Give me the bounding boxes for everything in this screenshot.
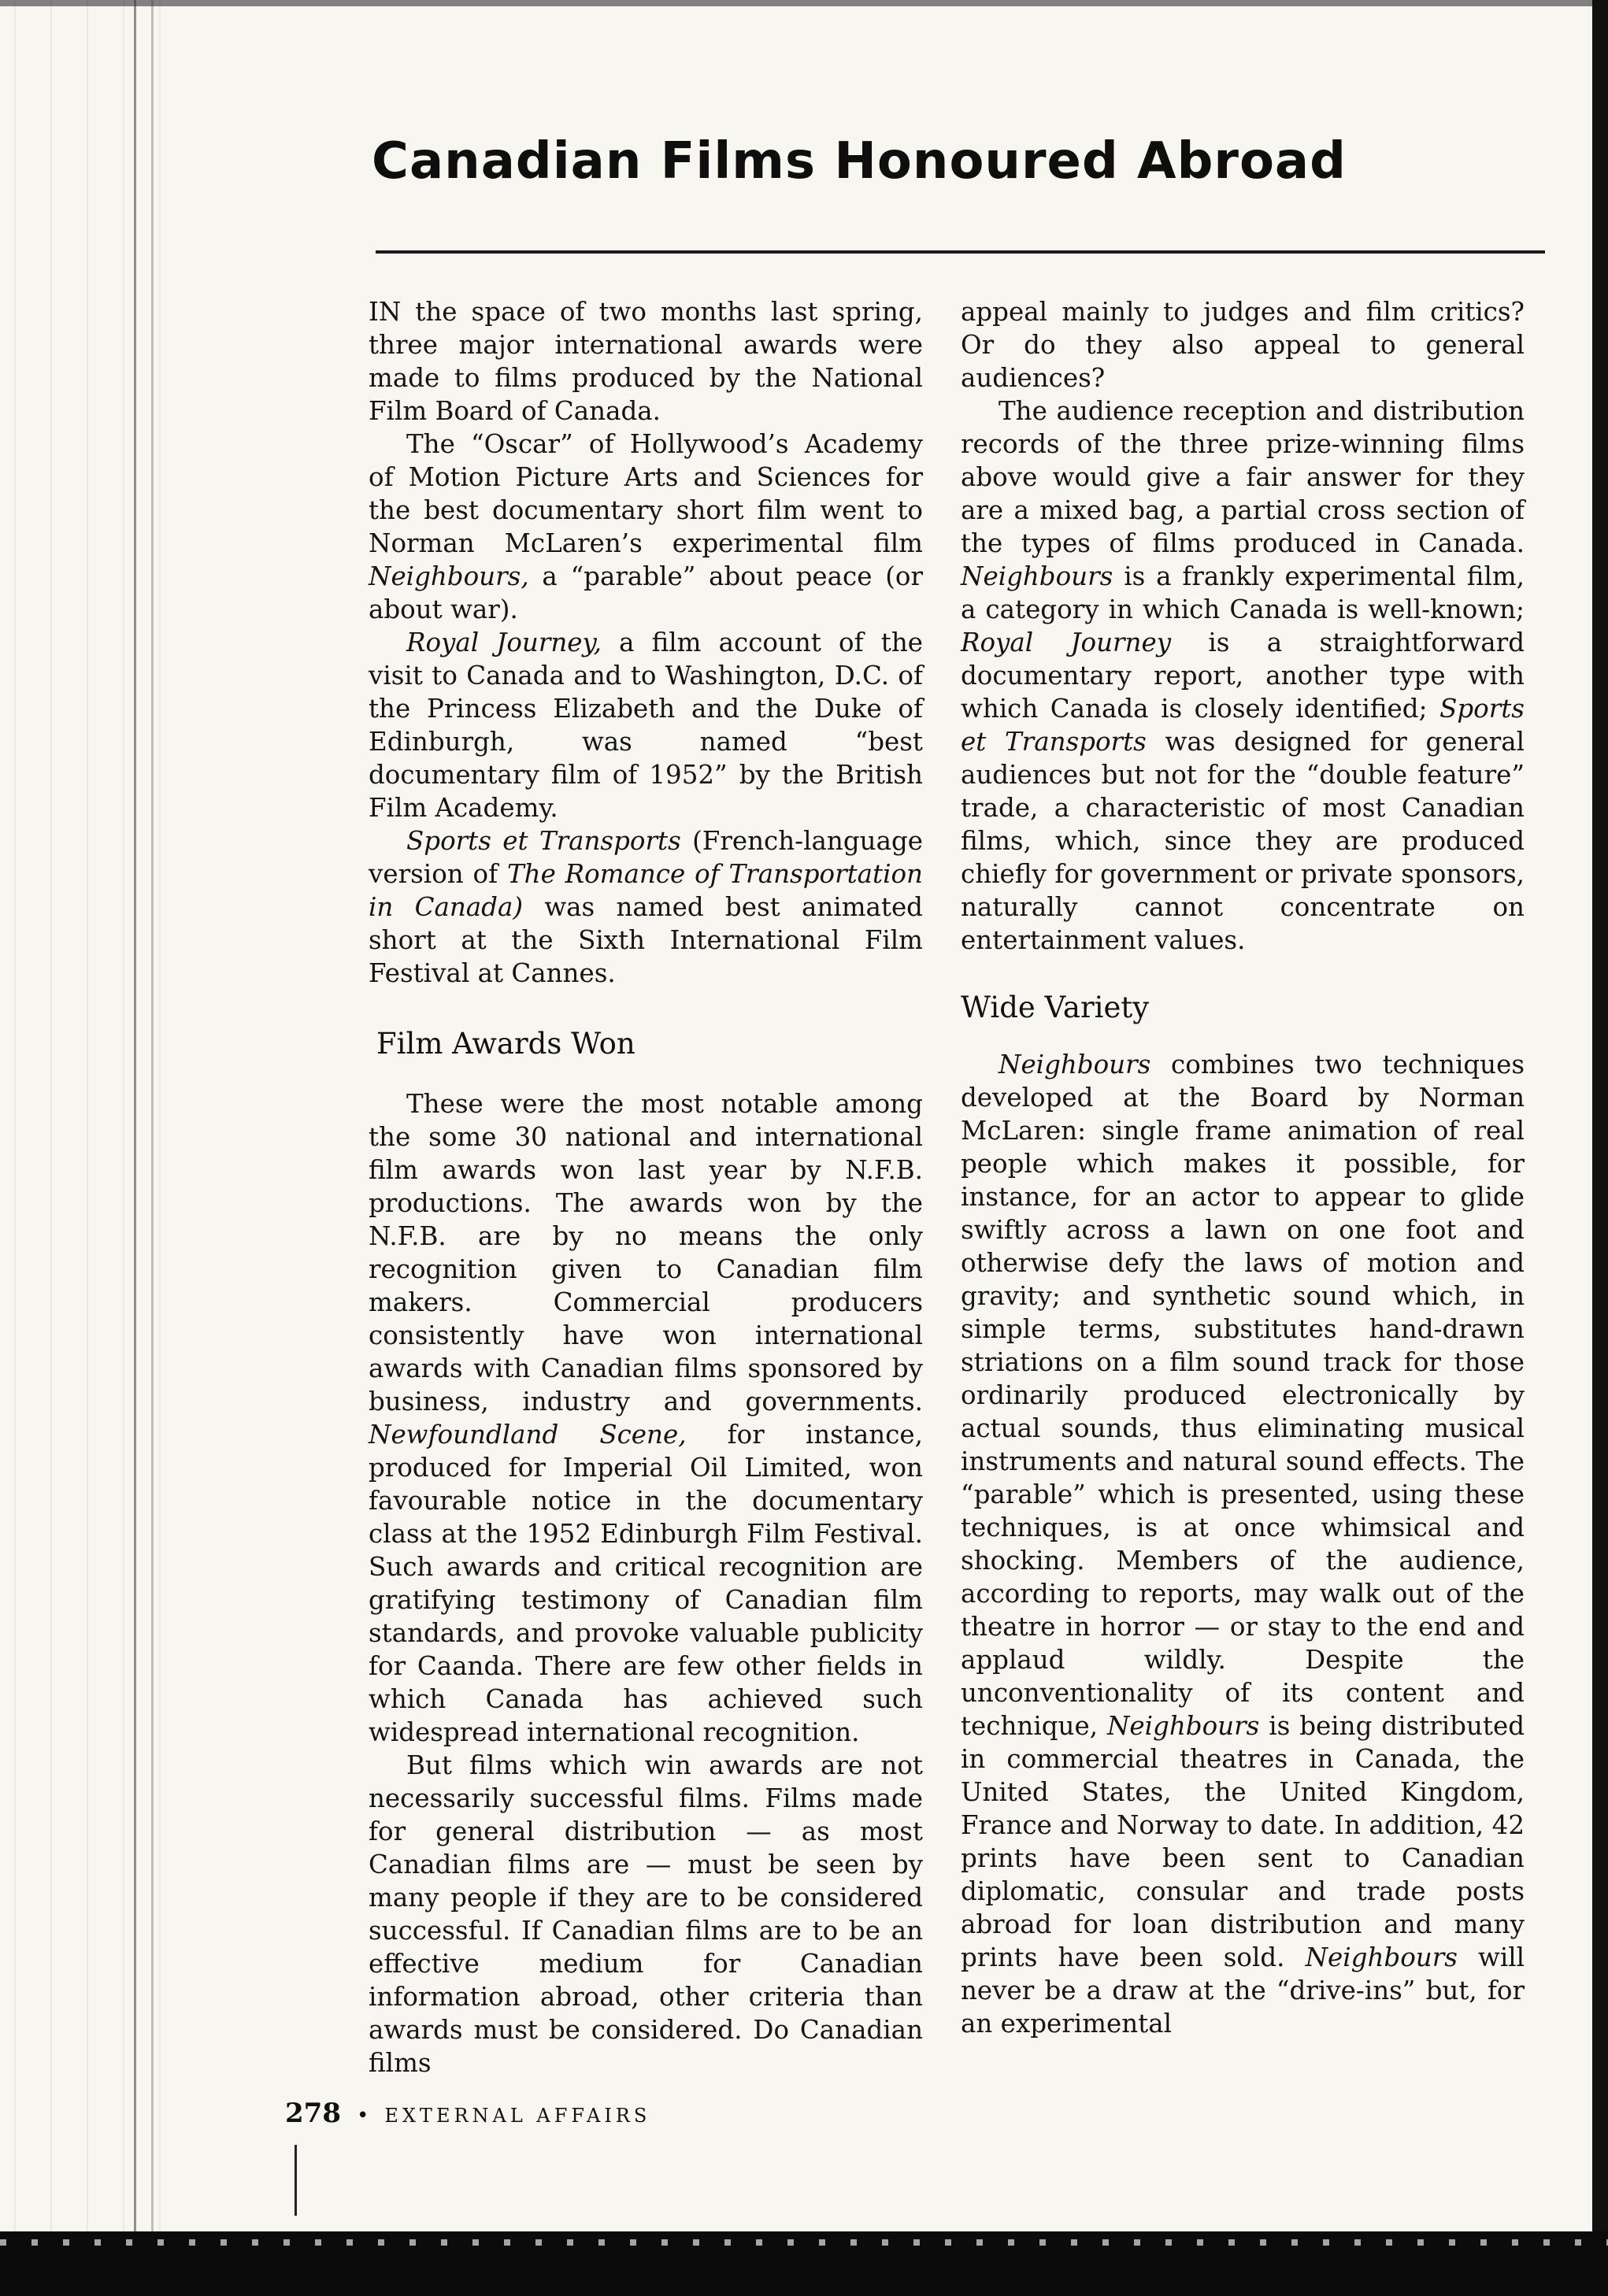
text-run: The audience reception and distribution records of the three prize-winning films above would give a fair answer for they are a mixed bag, a partial cross section of the types of films produced in Canada. <box>961 396 1525 558</box>
text-run: is a frankly experimental film, a category in which Canada is well-known; <box>961 561 1525 624</box>
paragraph <box>369 824 923 990</box>
text-run: a film account of the visit to Canada and to Washington, D.C. of the Princess Elizabeth and the Duke of Edinburgh, was named “best documentary film of 1952” by the British Film Academy. <box>369 628 923 823</box>
italic-title-run: Royal Journey, <box>406 628 602 657</box>
right-intro-paragraphs <box>961 295 1525 957</box>
scan-binding-shadow <box>0 0 189 2296</box>
scan-binding-line <box>134 0 136 2296</box>
right-column <box>961 295 1525 2040</box>
paragraph <box>369 428 923 626</box>
text-run: The “Oscar” of Hollywood’s Academy of Motion Picture Arts and Sciences for the best documentary short film went to Norman McLaren’s experimental film <box>369 429 923 558</box>
text-run: is being distributed in commercial theatres in Canada, the United States, the United Kingdom, France and Norway to date. In addition, 42 prints have been sent to Canadian diplomatic, consular and trade posts abroad for loan distribution and many prints have been sold. <box>961 1711 1525 1972</box>
italic-title-run: Sports et Transports <box>406 826 681 856</box>
paragraph <box>369 295 923 428</box>
paragraph <box>961 394 1525 957</box>
italic-title-run: Neighbours <box>999 1050 1151 1079</box>
page-number: 278 <box>285 2098 341 2129</box>
paragraph <box>961 1048 1525 2040</box>
scan-top-edge <box>0 0 1608 6</box>
text-run: is a straightforward documentary report, another type with which Canada is closely identified; <box>961 628 1525 724</box>
text-run: will never be a draw at the “drive-ins” but, for an experimental <box>961 1942 1525 2039</box>
paragraph <box>369 626 923 824</box>
italic-title-run: Neighbours <box>1106 1711 1260 1741</box>
right-body-paragraphs <box>961 1048 1525 2040</box>
text-run: was named best animated short at the Sixth International Film Festival at Cannes. <box>369 892 923 988</box>
italic-title-run: Royal Journey <box>961 628 1172 657</box>
italic-title-run: Sports et Transports <box>961 694 1525 757</box>
footer-bullet: • <box>356 2104 369 2128</box>
paragraph <box>369 1749 923 2079</box>
scan-mark <box>295 2145 297 2216</box>
left-intro-paragraphs <box>369 295 923 990</box>
scan-right-edge <box>1592 0 1608 2296</box>
article-title: Canadian Films Honoured Abroad <box>372 132 1347 191</box>
scan-binding-line <box>151 0 154 2296</box>
text-run: But films which win awards are not necessarily successful films. Films made for general distribution — as most Canadian films are — must be seen by many people if they are to be considered successful. If Canadian films are to be an effective medium for Canadian information abroad, other criteria than awards must be considered. Do Canadian films <box>369 1750 923 2078</box>
text-run: a “parable” about peace (or about war). <box>369 561 923 624</box>
text-run: (French-language version of <box>369 826 923 889</box>
left-body-paragraphs <box>369 1087 923 2079</box>
italic-title-run: Neighbours <box>1305 1942 1458 1972</box>
left-column <box>369 295 923 2079</box>
text-run: IN the space of two months last spring, three major international awards were made to films produced by the National Film Board of Canada. <box>369 297 923 426</box>
scan-bottom-band <box>0 2231 1608 2296</box>
italic-title-run: Neighbours <box>961 561 1113 591</box>
text-run: combines two techniques developed at the Board by Norman McLaren: single frame animation of real people which makes it possible, for instance, for an actor to appear to glide swiftly across a lawn on one foot and otherwise defy the laws of motion and gravity; and synthetic sound which, in simple terms, substitutes hand-drawn striations on a film sound track for those ordinarily produced electronically by actual sounds, thus eliminating musical instruments and natural sound effects. The “parable” which is presented, using these techniques, is at once whimsical and shocking. Members of the audience, according to reports, may walk out of the theatre in horror — or stay to the end and applaud wildly. Despite the unconventionality of its content and technique, <box>961 1050 1525 1741</box>
italic-title-run: Newfoundland Scene, <box>369 1420 687 1450</box>
text-run: for instance, produced for Imperial Oil Limited, won favourable notice in the documentary class at the 1952 Edinburgh Film Festival. Such awards and critical recognition are gratifying testimony of Canadian film standards, and provoke valuable publicity for Caanda. There are few other fields in which Canada has achieved such widespread international recognition. <box>369 1420 923 1747</box>
text-run: appeal mainly to judges and film critics? Or do they also appeal to general audiences? <box>961 297 1525 393</box>
text-run: These were the most notable among the some 30 national and international film awards won last year by N.F.B. productions. The awards won by the N.F.B. are by no means the only recognition given to Canadian film makers. Commercial producers consistently have won international awards with Canadian films sponsored by business, industry and governments. <box>369 1089 923 1416</box>
section-heading-film-awards: Film Awards Won <box>376 1027 635 1061</box>
paragraph <box>961 295 1525 394</box>
page-footer <box>285 2098 650 2129</box>
section-heading-wide-variety: Wide Variety <box>961 991 1150 1024</box>
italic-title-run: Neighbours, <box>369 561 529 591</box>
italic-title-run: The Romance of Transportation in Canada) <box>369 859 923 922</box>
text-run: was designed for general audiences but not for the “double feature” trade, a characteristic of most Canadian films, which, since they are produced chiefly for government or private sponsors, naturally cannot concentrate on entertainment values. <box>961 727 1525 955</box>
publication-name: EXTERNAL AFFAIRS <box>384 2105 651 2127</box>
title-rule <box>376 250 1545 254</box>
paragraph <box>369 1087 923 1749</box>
